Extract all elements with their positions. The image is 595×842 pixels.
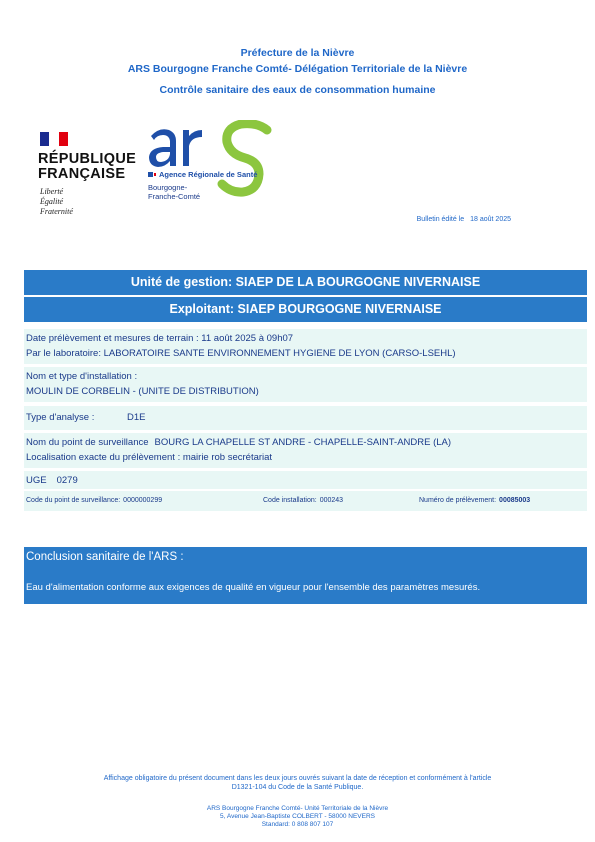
ars-agency-name: Agence Régionale de Santé	[159, 170, 258, 179]
republique-motto	[40, 187, 73, 217]
uge-value: 0279	[56, 475, 78, 486]
bulletin-label: Bulletin édité le	[416, 216, 465, 223]
motto-liberte: Liberté	[40, 187, 64, 196]
analyse-section	[24, 406, 587, 430]
republique-name-line2: FRANÇAISE	[38, 166, 126, 182]
codes-section	[24, 491, 587, 511]
localisation-prelevement: Localisation exacte du prélèvement : mairie rob secrétariat	[26, 452, 273, 463]
affichage-notice	[0, 774, 595, 792]
surveillance-section	[24, 433, 587, 468]
controle-sanitaire-title: Contrôle sanitaire des eaux de consommation humaine	[159, 84, 436, 96]
republique-name	[38, 152, 136, 182]
uge-label: UGE	[26, 475, 47, 486]
republique-name-line1: RÉPUBLIQUE	[38, 151, 137, 167]
surveillance-label: Nom du point de surveillance	[26, 437, 149, 448]
analyse-label: Type d'analyse :	[26, 412, 95, 423]
laboratoire: Par le laboratoire: LABORATOIRE SANTE ENVIRONNEMENT HYGIENE DE LYON (CARSO-LSEHL)	[26, 348, 456, 359]
code-point-value: 0000000299	[123, 497, 163, 504]
prelevement-section	[24, 329, 587, 364]
numero-prelevement-label: Numéro de prélèvement:	[419, 497, 497, 504]
code-installation-label: Code installation:	[263, 497, 317, 504]
installation-section	[24, 367, 587, 402]
ars-region-line2: Franche-Comté	[148, 192, 201, 201]
address-phone: Standard: 0 808 807 107	[261, 821, 334, 828]
unite-gestion-bar: Unité de gestion: SIAEP DE LA BOURGOGNE NIVERNAISE	[24, 270, 587, 295]
surveillance-value: BOURG LA CHAPELLE ST ANDRE - CHAPELLE-SAINT-ANDRE (LA)	[154, 437, 452, 448]
ars-address	[0, 805, 595, 829]
code-point-label: Code du point de surveillance:	[26, 497, 121, 504]
conclusion-text: Eau d'alimentation conforme aux exigences de qualité en vigueur pour l'ensemble des paramètres mesurés.	[24, 571, 587, 604]
code-installation-value: 000243	[319, 497, 344, 504]
point-surveillance	[26, 437, 451, 448]
bulletin-date-value: 18 août 2025	[470, 216, 511, 223]
installation-label: Nom et type d'installation :	[26, 371, 138, 382]
ars-logo	[145, 120, 285, 220]
marianne-flag-icon	[40, 132, 68, 146]
bulletin-date	[417, 216, 511, 223]
numero-prelevement-value: 00085003	[499, 497, 531, 504]
address-line2: 5, Avenue Jean-Baptiste COLBERT - 58000 NEVERS	[219, 813, 375, 820]
motto-fraternite: Fraternité	[40, 207, 73, 216]
ars-delegation-title: ARS Bourgogne Franche Comté- Délégation Territoriale de la Nièvre	[127, 63, 468, 75]
address-line1: ARS Bourgogne Franche Comté- Unité Territoriale de la Nièvre	[206, 805, 389, 812]
prefecture-title: Préfecture de la Nièvre	[240, 47, 355, 59]
date-prelevement: Date prélèvement et mesures de terrain : 11 août 2025 à 09h07	[26, 333, 294, 344]
code-installation	[263, 497, 343, 504]
republique-francaise-logo	[38, 132, 138, 222]
affichage-notice-line1: Affichage obligatoire du présent document dans les deux jours ouvrés suivant la date de réception et conformément à l'article	[103, 775, 492, 782]
ars-region	[148, 183, 200, 201]
installation-value: MOULIN DE CORBELIN - (UNITE DE DISTRIBUTION)	[26, 386, 259, 397]
analyse-value: D1E	[127, 412, 146, 423]
code-point-surveillance	[26, 497, 162, 504]
numero-prelevement	[419, 497, 530, 504]
uge	[26, 475, 78, 486]
motto-egalite: Égalité	[40, 197, 64, 206]
affichage-notice-line2: D1321-104 du Code de la Santé Publique.	[231, 784, 364, 791]
uge-section	[24, 471, 587, 489]
conclusion-title: Conclusion sanitaire de l'ARS :	[24, 547, 587, 571]
ars-region-line1: Bourgogne-	[148, 183, 188, 192]
exploitant-bar: Exploitant: SIAEP BOURGOGNE NIVERNAISE	[24, 297, 587, 322]
